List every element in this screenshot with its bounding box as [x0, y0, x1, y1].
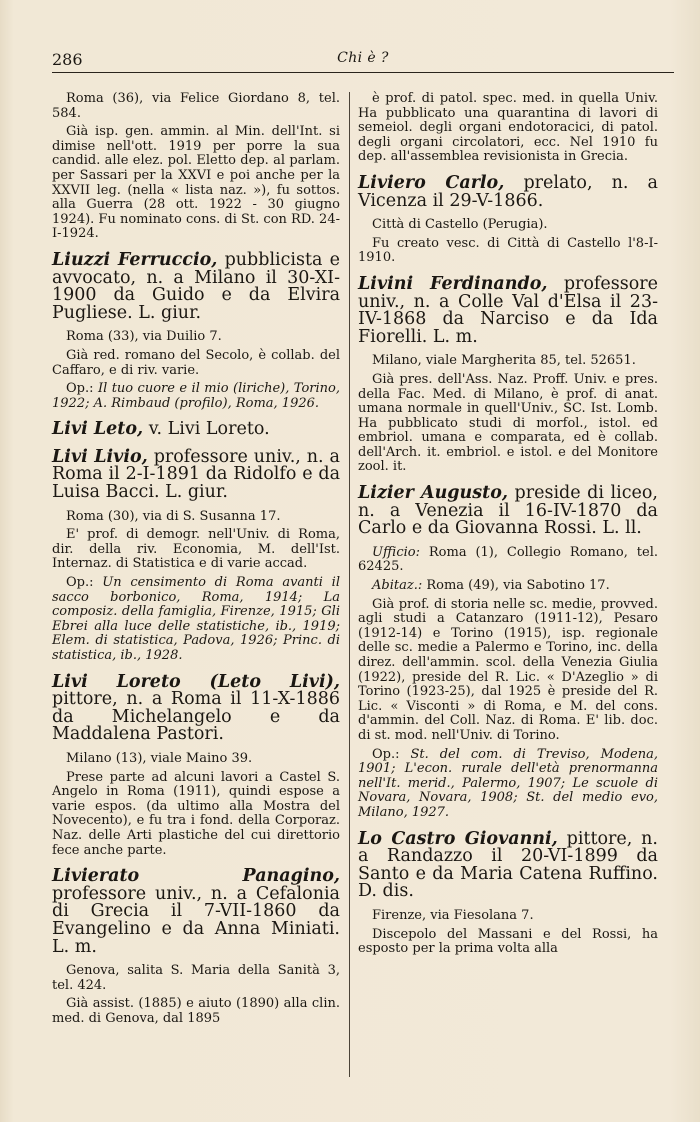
biography-entry [358, 273, 658, 475]
entry-paragraph [52, 330, 340, 345]
right-column [358, 92, 658, 965]
entry-summary: professore univ., n. a Colle Val d'Elsa il 23-IV-1868 da Narciso e da Ida Fiorelli. L. m. [358, 273, 658, 347]
column-divider [349, 92, 350, 1077]
entry-paragraph [52, 125, 340, 242]
field-label: Ufficio: [372, 544, 420, 560]
entry-paragraph [358, 928, 658, 957]
entry-paragraph [358, 354, 658, 369]
entry-paragraph [358, 546, 658, 575]
entry-summary: professore univ., n. a Roma il 2-I-1891 da Ridolfo e da Luisa Bacci. L. giur. [52, 446, 340, 503]
entry-summary: pittore, n. a Randazzo il 20-VI-1899 da Santo e da Maria Catena Ruffino. D. dis. [358, 828, 658, 902]
text-columns [52, 92, 674, 1102]
paragraph-text: Prese parte ad alcuni lavori a Castel S. Angelo in Roma (1911), quindi espose a varie espos. (da ultimo alla Mostra del Novecento), e fu tra i fond. della Corporaz. Naz. delle Arti plastiche del cui direttorio fece anche parte. [52, 769, 340, 858]
works-paragraph [52, 576, 340, 664]
paragraph-text: St. del com. di Treviso, Modena, 1901; L'econ. rurale dell'età prenormanna nell'It. merid., Palermo, 1907; Le scuole di Novara, Novara, 1908; St. del medio evo, Milano, 1927. [358, 746, 658, 820]
paragraph-text: Già prof. di storia nelle sc. medie, provved. agli studi a Catanzaro (1911-12), Pesaro (1912-14) e Torino (1915), isp. regionale delle sc. medie a Palermo e Torino, inc. della direz. dell'ammin. scol. della Venezia Giulia (1922), preside del R. Lic. « D'Azeglio » di Torino (1923-25), dal 1925 è preside del R. Lic. « Visconti » di Roma, e M. del cons. d'ammin. del Coll. Naz. di Roma. E' lib. doc. di st. mod. nell'Univ. di Torino. [358, 596, 658, 743]
paragraph-text: Roma (33), via Duilio 7. [66, 329, 222, 345]
entry-heading [358, 485, 658, 538]
entry-heading [52, 249, 340, 323]
entry-paragraph [52, 92, 340, 121]
works-paragraph [358, 748, 658, 821]
page-number: 286 [52, 50, 83, 69]
left-column [52, 92, 340, 1034]
entry-paragraph [358, 579, 658, 594]
entry-name: Livierato Panagino, [52, 866, 340, 887]
entry-summary: pittore, n. a Roma il 11-X-1886 da Michelangelo e da Maddalena Pastori. [52, 689, 340, 745]
entry-name: Lo Castro Giovanni, [358, 828, 558, 849]
entry-paragraph [52, 528, 340, 572]
paragraph-text: Genova, salita S. Maria della Sanità 3, tel. 424. [52, 963, 340, 993]
biography-entry [52, 671, 340, 859]
paragraph-text: Il tuo cuore e il mio (liriche), Torino, 1922; A. Rimbaud (profilo), Roma, 1926. [52, 381, 340, 411]
entry-paragraph [52, 349, 340, 378]
paragraph-text: Già assist. (1885) e aiuto (1890) alla clin. med. di Genova, dal 1895 [52, 996, 340, 1026]
entry-name: Livi Loreto (Leto Livi), [52, 671, 340, 692]
works-label: Op.: [372, 746, 400, 762]
biography-entry [358, 172, 658, 266]
entry-paragraph [52, 997, 340, 1026]
biography-entry [52, 446, 340, 664]
entry-summary: prelato, n. a Vicenza il 29-V-1866. [358, 172, 658, 211]
biography-entry [358, 828, 658, 957]
paragraph-text: Firenze, via Fiesolana 7. [372, 907, 534, 923]
biography-entry [52, 249, 340, 411]
entry-paragraph [358, 909, 658, 924]
entry-summary: professore univ., n. a Cefalonia di Grecia il 7-VII-1860 da Evangelino e da Anna Miniati. L. m. [52, 883, 340, 957]
entry-heading [52, 868, 340, 956]
paragraph-text: Discepolo del Massani e del Rossi, ha esposto per la prima volta alla [358, 926, 658, 957]
biography-entry [52, 868, 340, 1026]
entry-heading [358, 172, 658, 211]
entry-paragraph [52, 510, 340, 525]
paragraph-text: Già pres. dell'Ass. Naz. Proff. Univ. e pres. della Fac. Med. di Milano, è prof. di anat. umana normale in quell'Univ., SC. Ist. Lomb. Ha pubblicato studi di morfol., istol. ed embriol. umana e comparata, ed è collab. dell'Arch. it. embriol. e istol. e del Monitore zool. it. [358, 371, 658, 475]
entry-paragraph [52, 752, 340, 767]
entry-heading [52, 446, 340, 503]
works-paragraph [52, 382, 340, 411]
biography-entry [52, 421, 340, 439]
paragraph-text: Milano, viale Margherita 85, tel. 52651. [372, 353, 636, 369]
entry-paragraph [358, 598, 658, 744]
entry-heading [358, 273, 658, 347]
entry-summary: v. Livi Loreto. [148, 419, 270, 440]
entry-paragraph [358, 237, 658, 266]
paragraph-text: Roma (1), Collegio Romano, tel. 62425. [358, 544, 658, 575]
paragraph-text: Già isp. gen. ammin. al Min. dell'Int. si dimise nell'ott. 1919 per porre la sua candid. alle elez. pol. Eletto dep. al parlam. per Sassari per la XXVI e poi anche per la XXVII leg. (nella « lista naz. »), fu sottos. alla Guerra (28 ott. 1922 - 30 giugno 1924). Fu nominato cons. di St. con RD. 24-I-1924. [52, 124, 340, 242]
running-title: Chi è ? [337, 50, 389, 66]
entry-name: Lizier Augusto, [358, 483, 508, 504]
field-label: Abitaz.: [372, 578, 423, 594]
entry-paragraph [52, 771, 340, 859]
entry-name: Livini Ferdinando, [358, 273, 548, 294]
entry-name: Livi Leto, [52, 419, 144, 440]
entry-heading [52, 671, 340, 745]
paragraph-text: è prof. di patol. spec. med. in quella Univ. Ha pubblicato una quarantina di lavori di semeiol. degli organi endotoracici, di patol. degli organi circolatori, ecc. Nel 1910 fu dep. all'assemblea revisionista in Grecia. [358, 91, 658, 165]
works-label: Op.: [66, 381, 94, 397]
entry-paragraph [52, 964, 340, 993]
entry-paragraph [358, 218, 658, 233]
paragraph-text: Milano (13), viale Maino 39. [66, 750, 253, 766]
entry-name: Liviero Carlo, [358, 172, 505, 193]
entry-name: Liuzzi Ferruccio, [52, 249, 218, 270]
biography-entry [358, 92, 658, 165]
paragraph-text: Fu creato vesc. di Città di Castello l'8-I-1910. [358, 235, 658, 266]
paragraph-text: Roma (36), via Felice Giordano 8, tel. 584. [52, 91, 340, 121]
paragraph-text: Città di Castello (Perugia). [372, 217, 548, 233]
page-header [52, 48, 674, 73]
entry-summary: preside di liceo, n. a Venezia il 16-IV-1870 da Carlo e da Giovanna Rossi. L. ll. [358, 483, 658, 539]
entry-paragraph [358, 373, 658, 475]
entry-heading [358, 828, 658, 902]
paragraph-text: Un censimento di Roma avanti il sacco borbonico, Roma, 1914; La composiz. della famiglia, Firenze, 1915; Gli Ebrei alla luce delle statistiche, ib., 1919; Elem. di statistica, Padova, 1926; Princ. di statistica, ib., 1928. [52, 575, 340, 663]
entry-heading [52, 421, 340, 439]
paragraph-text: Roma (30), via di S. Susanna 17. [66, 508, 281, 524]
works-label: Op.: [66, 575, 94, 591]
biography-entry [358, 485, 658, 820]
paragraph-text: E' prof. di demogr. nell'Univ. di Roma, dir. della riv. Economia, M. dell'Ist. Internaz. di Statistica e di varie accad. [52, 527, 340, 572]
entry-name: Livi Livio, [52, 446, 148, 467]
paragraph-text: Già red. romano del Secolo, è collab. del Caffaro, e di riv. varie. [52, 347, 340, 378]
entry-summary: pubblicista e avvocato, n. a Milano il 30-XI-1900 da Guido e da Elvira Pugliese. L. giur. [52, 249, 340, 323]
paragraph-text: Roma (49), via Sabotino 17. [426, 578, 610, 594]
biography-entry [52, 92, 340, 242]
entry-paragraph [358, 92, 658, 165]
